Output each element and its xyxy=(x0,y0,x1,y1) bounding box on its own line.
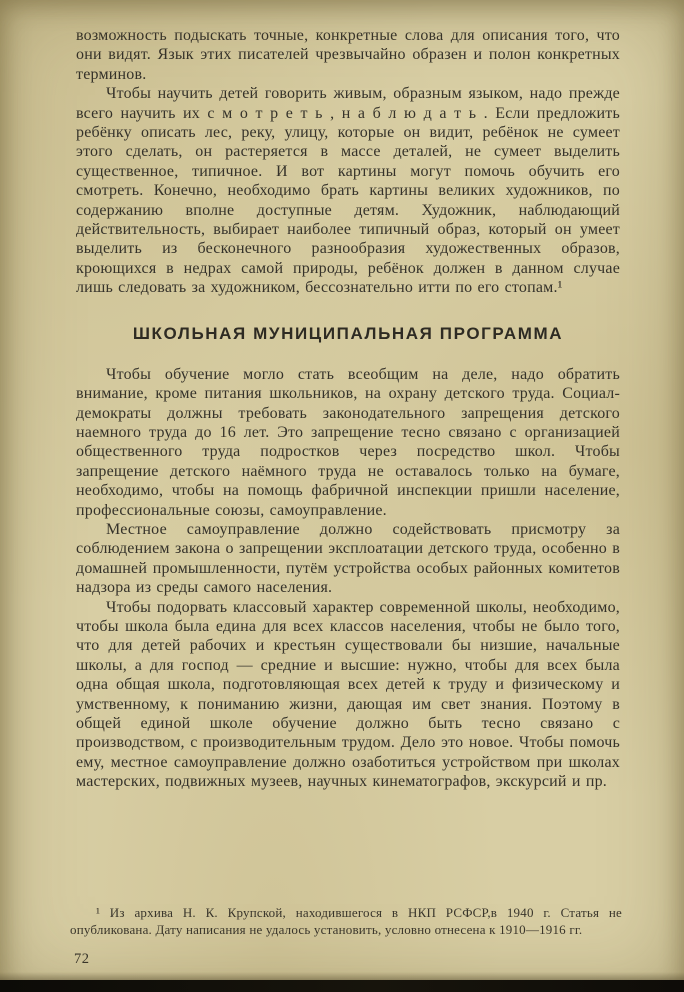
paragraph: Местное самоуправление должно содействовать присмотру за соблюдением закона о запрещении эксплоатации детского труда, особенно в домашней промышленности, путём устройства особых районных комитетов надзора из среды самого населения. xyxy=(76,520,620,597)
scan-edge-shadow xyxy=(0,972,684,980)
paragraph: Чтобы научить детей говорить живым, образным языком, надо прежде всего научить их с м о т р е т ь , н а б л ю д а т ь . Если предложить ребёнку описать лес, реку, улицу, которые он видит, ребёнок не сумеет этого сделать, он растеряется в массе деталей, не сумеет выделить существенное, типичное. И вот картины могут помочь обучить его смотреть. Конечно, необходимо брать картины великих художников, по содержанию вполне доступные детям. Художник, наблюдающий действительность, выбирает наиболее типичный образ, который он умеет выделить из бесконечного разнообразия художественных образов, кроющихся в недрах самой природы, ребёнок должен в данном случае лишь следовать за художником, бессознательно итти по его стопам.¹ xyxy=(76,85,620,297)
paragraph-continuation: возможность подыскать точные, конкретные слова для описания того, что они видят. Язык этих писателей чрезвычайно образен и полон конкретных терминов. xyxy=(76,27,620,83)
section-heading: ШКОЛЬНАЯ МУНИЦИПАЛЬНАЯ ПРОГРАММА xyxy=(132,323,564,343)
footnote: ¹ Из архива Н. К. Крупской, находившегося в НКП РСФСР,в 1940 г. Статья не опубликована. Дату написания не удалось установить, условно отнесена к 1910—1916 гг. xyxy=(70,905,622,937)
paragraph: Чтобы обучение могло стать всеобщим на деле, надо обратить внимание, кроме питания школьников, на охрану детского труда. Социал-демократы должны требовать законодательного запрещения детского наемного труда до 16 лет. Это запрещение тесно связано с организацией общественного труда подростков через посредство школ. Чтобы запрещение детского наёмного труда не оставалось только на бумаге, необходимо, чтобы на помощь фабричной инспекции пришли население, профессиональные союзы, самоуправление. xyxy=(76,365,620,519)
paragraph: Чтобы подорвать классовый характер современной школы, необходимо, чтобы школа была едина для всех классов населения, чтобы не было того, что для детей рабочих и крестьян существовали бы низшие, начальные школы, а для господ — средние и высшие: нужно, чтобы для всех была одна общая школа, подготовляющая всех детей к труду и физическому и умственному, к пониманию жизни, дающая им свет знания. Поэтому в общей единой школе обучение должно быть тесно связано с производством, с производительным трудом. Дело это новое. Чтобы помочь ему, местное самоуправление должно озаботиться устройством при школах мастерских, подвижных музеев, научных кинематографов, экскурсий и пр. xyxy=(76,598,620,791)
page-body-text xyxy=(76,26,620,872)
page-number: 72 xyxy=(74,951,90,967)
scan-edge xyxy=(0,980,684,992)
footnote-area xyxy=(70,905,622,938)
